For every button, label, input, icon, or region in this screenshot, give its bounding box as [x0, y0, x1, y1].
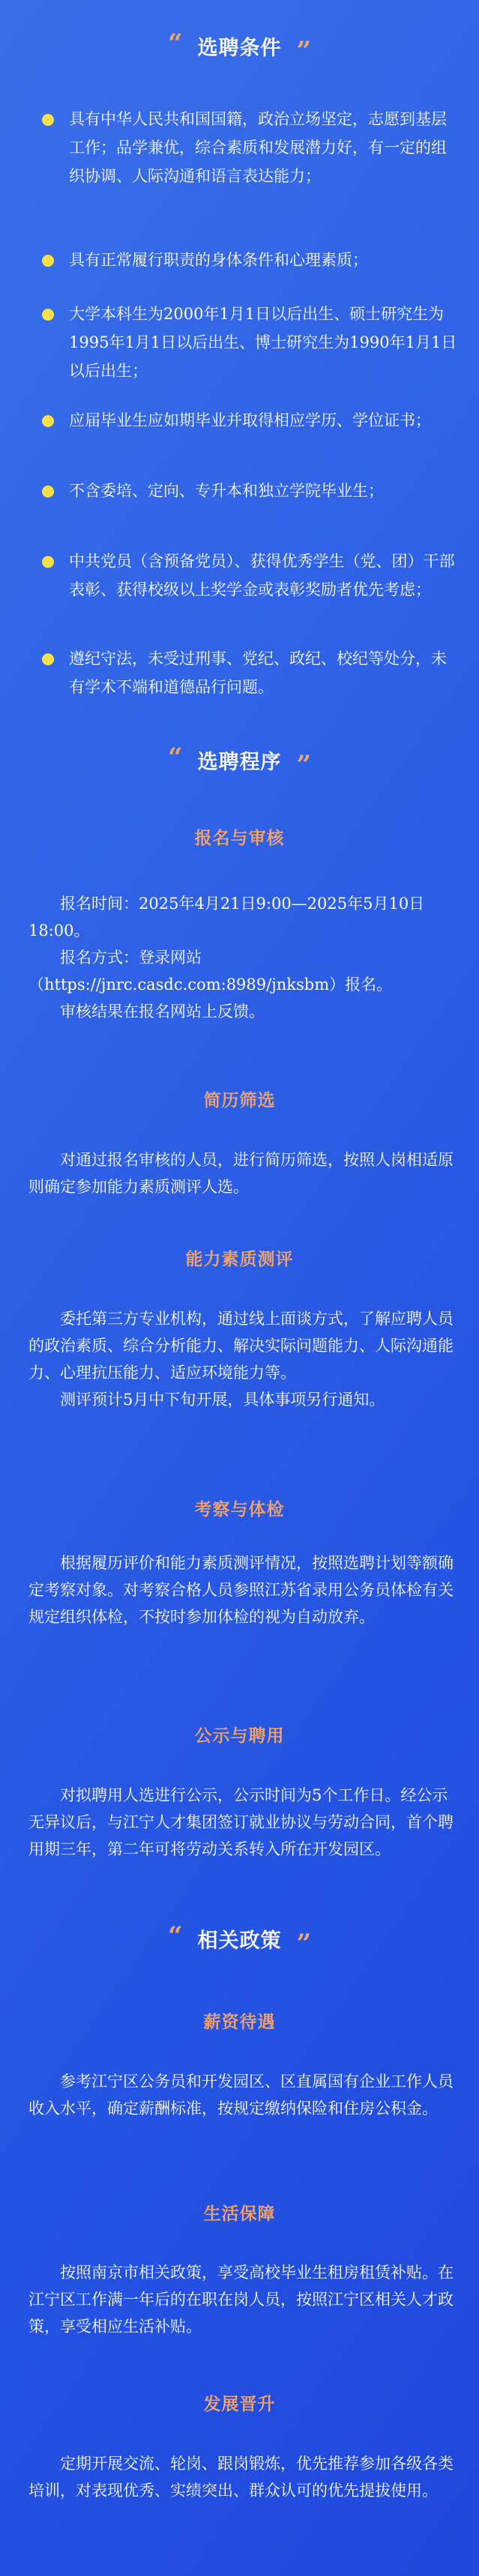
condition-text: 具有正常履行职责的身体条件和心理素质； — [69, 251, 368, 269]
paragraph: 报名时间：2025年4月21日9:00—2025年5月10日18:00。 — [28, 895, 425, 940]
bullet-dot-icon — [42, 653, 54, 665]
paragraph: 审核结果在报名网站上反馈。 — [60, 1003, 265, 1021]
paragraph: 对通过报名审核的人员，进行简历筛选，按照人岗相适原则确定参加能力素质测评人选。 — [28, 1151, 454, 1196]
step-title-assessment: 能力素质测评 — [185, 1250, 294, 1269]
list-item — [42, 406, 458, 435]
step-title-publicity: 公示与聘用 — [194, 1726, 285, 1746]
bullet-dot-icon — [42, 556, 54, 568]
paragraph: 按照南京市相关政策，享受高校毕业生租房租赁补贴。在江宁区工作满一年后的在职在岗人员，按照江宁区相关人才政策，享受相应生活补贴。 — [28, 2264, 454, 2335]
quote-open-icon: “ — [167, 742, 183, 773]
list-item — [42, 105, 458, 190]
paragraph: 测评预计5月中下旬开展，具体事项另行通知。 — [60, 1391, 385, 1409]
list-item — [42, 644, 458, 701]
paragraph: 参考江宁区公务员和开发园区、区直属国有企业工作人员收入水平，确定薪酬标准，按规定缴纳保险和住房公积金。 — [28, 2072, 454, 2117]
policy-body-living — [28, 2259, 456, 2340]
section-title: 选聘条件 — [197, 37, 282, 60]
paragraph: 委托第三方专业机构，通过线上面谈方式，了解应聘人员的政治素质、综合分析能力、解决实际问题能力、人际沟通能力、心理抗压能力、适应环境能力等。 — [28, 1310, 454, 1382]
step-body-assessment — [28, 1305, 456, 1413]
policy-title-salary: 薪资待遇 — [203, 2013, 276, 2032]
policy-body-promotion — [28, 2450, 456, 2504]
section-header-policies — [0, 1920, 479, 1959]
bullet-dot-icon — [42, 309, 54, 321]
bullet-dot-icon — [42, 255, 54, 267]
section-title: 相关政策 — [197, 1929, 282, 1953]
paragraph: 对拟聘用人选进行公示，公示时间为5个工作日。经公示无异议后，与江宁人才集团签订就业协议与劳动合同，首个聘用期三年，第二年可将劳动关系转入所在开发园区。 — [28, 1786, 454, 1858]
bullet-dot-icon — [42, 415, 54, 427]
condition-text: 具有中华人民共和国国籍，政治立场坚定，志愿到基层工作；品学兼优，综合素质和发展潜力好，有一定的组织协调、人际沟通和语言表达能力； — [69, 110, 447, 185]
step-title-inspection: 考察与体检 — [194, 1500, 285, 1520]
step-body-inspection — [28, 1549, 456, 1630]
list-item — [42, 300, 458, 385]
bullet-dot-icon — [42, 114, 54, 126]
section-title: 选聘程序 — [197, 751, 282, 774]
paragraph: 根据履历评价和能力素质测评情况，按照选聘计划等额确定考察对象。对考察合格人员参照江苏省录用公务员体检有关规定组织体检，不按时参加体检的视为自动放弃。 — [28, 1554, 454, 1626]
list-item — [42, 246, 458, 274]
condition-text: 遵纪守法，未受过刑事、党纪、政纪、校纪等处分，未有学术不端和道德品行问题。 — [69, 650, 447, 696]
step-body-screening — [28, 1146, 456, 1200]
condition-text: 不含委培、定向、专升本和独立学院毕业生； — [69, 482, 384, 500]
list-item — [42, 547, 458, 604]
section-header-conditions — [0, 28, 479, 66]
quote-close-icon: ” — [296, 35, 312, 66]
condition-text: 应届毕业生应如期毕业并取得相应学历、学位证书； — [69, 411, 431, 429]
policy-title-promotion: 发展晋升 — [203, 2395, 276, 2414]
condition-text: 大学本科生为2000年1月1日以后出生、硕士研究生为1995年1月1日以后出生、博士研究生为1990年1月1日以后出生； — [69, 305, 457, 380]
paragraph: 定期开展交流、轮岗、跟岗锻炼，优先推荐参加各级各类培训，对表现优秀、实绩突出、群众认可的优先提拔使用。 — [28, 2455, 454, 2500]
policy-title-living: 生活保障 — [203, 2204, 276, 2224]
paragraph: 报名方式：登录网站（https://jnrc.casdc.com:8989/jnksbm）报名。 — [28, 949, 393, 994]
quote-open-icon: “ — [167, 28, 183, 58]
step-title-screening: 简历筛选 — [203, 1091, 276, 1110]
section-header-procedure — [0, 742, 479, 780]
quote-close-icon: ” — [296, 749, 312, 780]
bullet-dot-icon — [42, 486, 54, 498]
step-title-registration: 报名与审核 — [194, 829, 285, 848]
quote-open-icon: “ — [167, 1920, 183, 1951]
quote-close-icon: ” — [296, 1928, 312, 1959]
policy-body-salary — [28, 2068, 456, 2122]
step-body-registration — [28, 890, 456, 1025]
condition-text: 中共党员（含预备党员）、获得优秀学生（党、团）干部表彰、获得校级以上奖学金或表彰奖励者优先考虑； — [69, 552, 455, 599]
step-body-publicity — [28, 1782, 456, 1863]
list-item — [42, 477, 458, 505]
